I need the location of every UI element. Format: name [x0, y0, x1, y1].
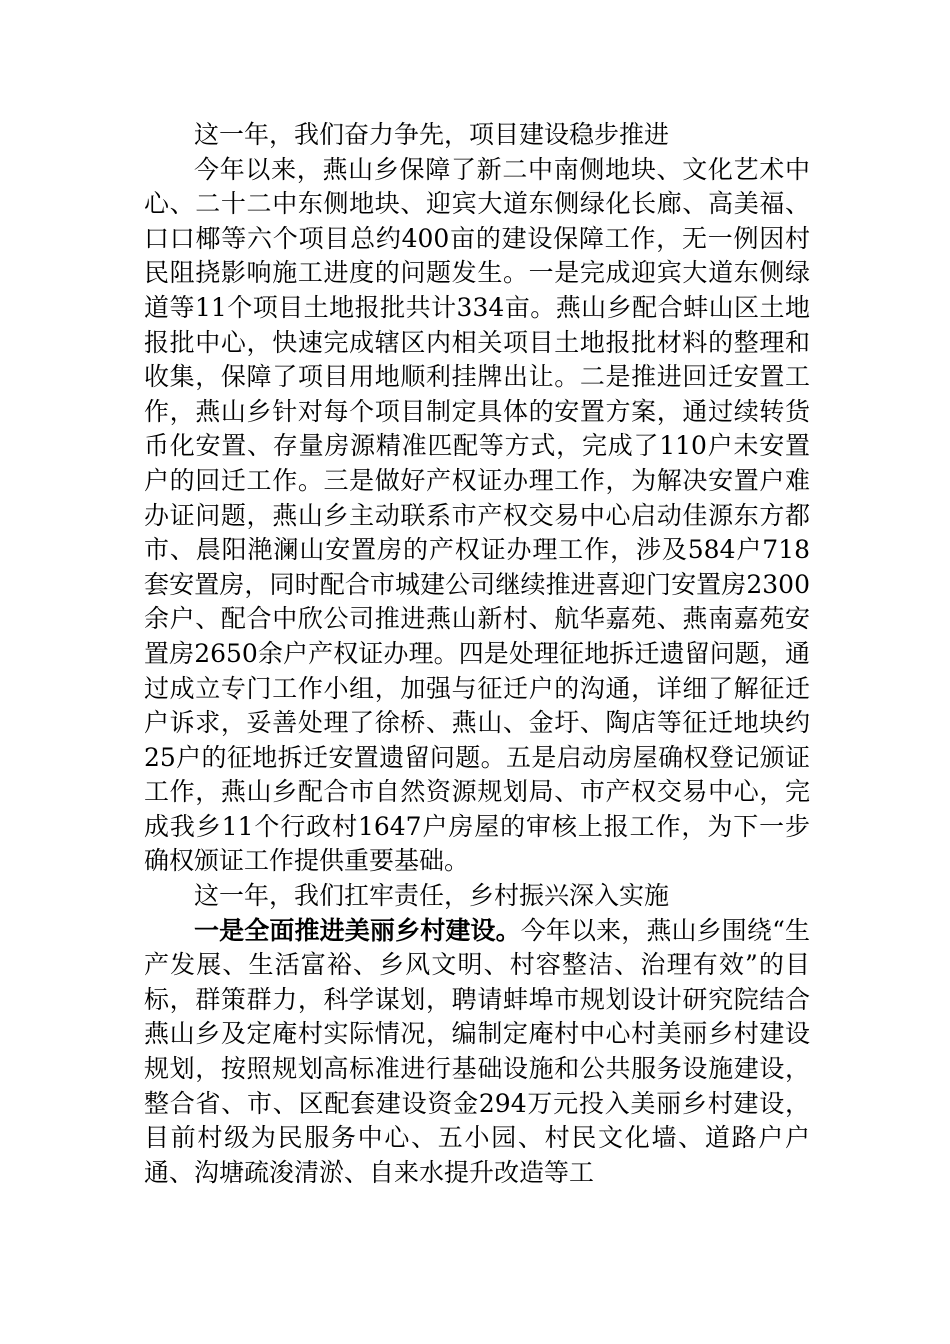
paragraph-lead-bold: 一是全面推进美丽乡村建设。 [194, 915, 521, 945]
section-heading-project-construction: 这一年，我们奋力争先，项目建设稳步推进 [194, 120, 670, 149]
paragraph-text: 今年以来，燕山乡围绕“生产发展、生活富裕、乡风文明、村容整洁、治理有效”的目标，群策群力，科学谋划，聘请蚌埠市规划设计研究院结合燕山乡及定庵村实际情况，编制定庵村中心村美丽乡村建设规划，按照规划高标准进行基础设施和公共服务设施建设，整合省、市、区配套建设资金294万元投入美丽乡村建设，目前村级为民服务中心、五小园、村民文化墙、道路户户通、沟塘疏浚清淤、自来水提升改造等工 [144, 915, 810, 1187]
document-body [144, 118, 810, 1190]
paragraph-beautiful-village [144, 914, 810, 1191]
section-heading-rural-revitalization: 这一年，我们扛牢责任，乡村振兴深入实施 [194, 881, 670, 911]
paragraph-text: 今年以来，燕山乡保障了新二中南侧地块、文化艺术中心、二十二中东侧地块、迎宾大道东侧绿化长廊、高美福、口口椰等六个项目总约400亩的建设保障工作，无一例因村民阻挠影响施工进度的问题发生。一是完成迎宾大道东侧绿道等11个项目土地报批共计334亩。燕山乡配合蚌山区土地报批中心，快速完成辖区内相关项目土地报批材料的整理和收集，保障了项目用地顺利挂牌出让。二是推进回迁安置工作，燕山乡针对每个项目制定具体的安置方案，通过续转货币化安置、存量房源精准匹配等方式，完成了110户未安置户的回迁工作。三是做好产权证办理工作，为解决安置户难办证问题，燕山乡主动联系市产权交易中心启动佳源东方都市、晨阳滟澜山安置房的产权证办理工作，涉及584户718套安置房，同时配合市城建公司继续推进喜迎门安置房2300余户、配合中欣公司推进燕山新村、航华嘉苑、燕南嘉苑安置房2650余户产权证办理。四是处理征地拆迁遗留问题，通过成立专门工作小组，加强与征迁户的沟通，详细了解征迁户诉求，妥善处理了徐桥、燕山、金圩、陶店等征迁地块约25户的征地拆迁安置遗留问题。五是启动房屋确权登记颁证工作，燕山乡配合市自然资源规划局、市产权交易中心，完成我乡11个行政村1647户房屋的审核上报工作，为下一步确权颁证工作提供重要基础。 [144, 154, 810, 876]
paragraph-project-construction [144, 153, 810, 879]
